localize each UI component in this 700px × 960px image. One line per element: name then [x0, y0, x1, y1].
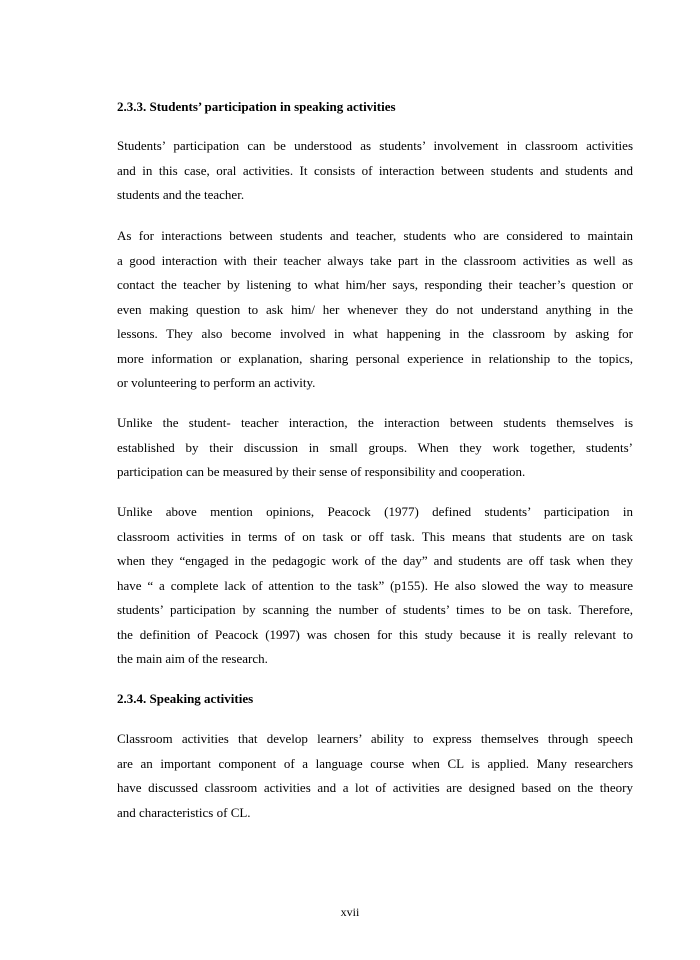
text-line: established by their discussion in small groups. When they work together, students’ [117, 439, 633, 455]
section-heading-2-3-4: 2.3.4. Speaking activities [117, 691, 254, 706]
text-line: the definition of Peacock (1997) was chosen for this study because it is really relevant to [117, 626, 633, 642]
text-line: Unlike the student- teacher interaction, the interaction between students themselves is [117, 415, 633, 430]
text-line: or volunteering to perform an activity. [117, 375, 316, 390]
text-line: the main aim of the research. [117, 651, 268, 666]
text-line: more information or explanation, sharing personal experience in relationship to the topics, [117, 350, 633, 366]
paragraph-speaking-activities [117, 727, 633, 825]
section-heading-2-3-3: 2.3.3. Students’ participation in speaking activities [117, 99, 396, 114]
text-line: and characteristics of CL. [117, 804, 251, 820]
page-number: xvii [340, 905, 360, 919]
text-line: have discussed classroom activities and a lot of activities are designed based on the theory [117, 780, 633, 795]
text-line: lessons. They also become involved in what happening in the classroom by asking for [117, 326, 633, 341]
text-line: a good interaction with their teacher always take part in the classroom activities as well as [117, 252, 633, 268]
paragraph-student-teacher-interaction [117, 224, 633, 396]
text-line: have “ a complete lack of attention to the task” (p155). He also slowed the way to measure [117, 577, 633, 593]
text-line: when they “engaged in the pedagogic work of the day” and students are off task when they [117, 553, 633, 568]
text-line: even making question to ask him/ her whenever they do not understand anything in the [117, 301, 633, 317]
text-line: and in this case, oral activities. It consists of interaction between students and students and [117, 162, 633, 178]
text-line: students and the teacher. [117, 187, 245, 202]
text-line: As for interactions between students and teacher, students who are considered to maintain [117, 228, 633, 243]
text-line: students’ participation by scanning the number of students’ times to be on task. Therefore, [117, 602, 633, 617]
paragraph-student-student-interaction [117, 411, 633, 485]
text-line: Classroom activities that develop learners’ ability to express themselves through speech [117, 731, 633, 746]
paragraph-peacock-definition [117, 500, 633, 672]
text-line: classroom activities in terms of on task or off task. This means that students are on task [117, 528, 633, 544]
paragraph-participation-definition [117, 134, 633, 208]
text-line: Students’ participation can be understood as students’ involvement in classroom activities [117, 138, 633, 153]
text-line: participation can be measured by their sense of responsibility and cooperation. [117, 464, 526, 479]
text-line: are an important component of a language course when CL is applied. Many researchers [117, 755, 633, 771]
text-line: contact the teacher by listening to what him/her says, responding their teacher’s question or [117, 277, 633, 292]
text-line: Unlike above mention opinions, Peacock (1977) defined students’ participation in [117, 504, 633, 519]
